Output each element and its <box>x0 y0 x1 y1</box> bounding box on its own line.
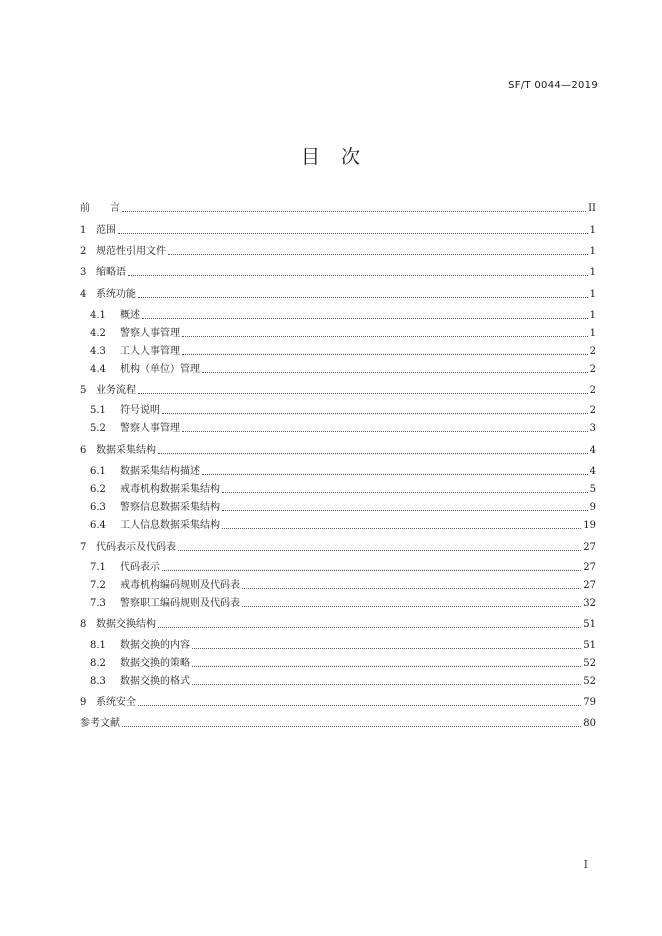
toc-entry-number: 4.2 <box>90 328 106 339</box>
toc-entry-title: 警察人事管理 <box>120 423 180 434</box>
toc-entry-number: 6.4 <box>90 520 106 531</box>
toc-entry-page: 1 <box>589 246 596 257</box>
toc-entry[interactable] <box>80 441 596 457</box>
toc-entry-page: 27 <box>583 580 596 591</box>
toc-entry-page: 3 <box>589 423 596 434</box>
toc-dot-leader <box>142 317 588 319</box>
toc-entry-page: 2 <box>589 385 596 396</box>
toc-entry-number: 8.3 <box>90 676 106 687</box>
toc-entry-title: 参考文献 <box>80 718 120 729</box>
toc-entry-title: 范围 <box>96 225 116 236</box>
toc-entry-number: 5.1 <box>90 405 106 416</box>
toc-entry-number: 7.1 <box>90 562 106 573</box>
toc-entry-number: 8.1 <box>90 640 106 651</box>
toc-dot-leader <box>182 335 588 337</box>
toc-entry[interactable] <box>80 263 596 279</box>
toc-entry-title: 数据采集结构 <box>96 445 156 456</box>
toc-entry-number: 5.2 <box>90 423 106 434</box>
toc-entry[interactable] <box>90 419 596 435</box>
toc-dot-leader <box>162 412 588 414</box>
toc-dot-leader <box>118 232 588 234</box>
toc-entry-page: 1 <box>589 267 596 278</box>
toc-entry[interactable] <box>80 615 596 631</box>
toc-entry[interactable] <box>80 381 596 397</box>
toc-dot-leader <box>128 274 588 276</box>
toc-entry-page: 52 <box>583 658 596 669</box>
toc-dot-leader <box>182 353 588 355</box>
toc-entry-title: 业务流程 <box>96 385 136 396</box>
toc-dot-leader <box>122 725 581 727</box>
toc-entry-title: 警察信息数据采集结构 <box>120 502 220 513</box>
toc-entry-title: 警察人事管理 <box>120 328 180 339</box>
toc-entry-number: 4.3 <box>90 346 106 357</box>
toc-entry-title: 工人信息数据采集结构 <box>120 520 220 531</box>
toc-entry-title: 规范性引用文件 <box>96 246 166 257</box>
toc-entry-number: 3 <box>80 267 87 278</box>
toc-dot-leader <box>138 296 588 298</box>
toc-entry-page: 79 <box>583 697 596 708</box>
toc-entry-page: 27 <box>583 542 596 553</box>
toc-entry-page: II <box>588 203 596 214</box>
toc-entry-page: 1 <box>589 289 596 300</box>
toc-entry[interactable] <box>90 360 596 376</box>
toc-entry[interactable] <box>90 576 596 592</box>
toc-entry-page: 9 <box>589 502 596 513</box>
toc-entry-page: 1 <box>589 225 596 236</box>
page-title: 目 次 <box>300 146 361 168</box>
toc-dot-leader <box>182 430 588 432</box>
toc-entry[interactable] <box>90 401 596 417</box>
toc-entry-number: 6.2 <box>90 484 106 495</box>
toc-dot-leader <box>242 605 581 607</box>
toc-entry[interactable] <box>90 498 596 514</box>
toc-entry[interactable] <box>90 558 596 574</box>
toc-entry[interactable] <box>90 594 596 610</box>
toc-entry-title: 数据交换的格式 <box>120 676 190 687</box>
toc-entry-title: 数据交换的内容 <box>120 640 190 651</box>
toc-entry-page: 1 <box>589 310 596 321</box>
toc-entry[interactable] <box>90 324 596 340</box>
toc-entry-page: 32 <box>583 598 596 609</box>
toc-dot-leader <box>222 491 588 493</box>
toc-entry-title: 数据交换结构 <box>96 619 156 630</box>
toc-entry-number: 7 <box>80 542 87 553</box>
toc-entry-page: 80 <box>583 718 596 729</box>
toc-entry-page: 51 <box>583 619 596 630</box>
toc-entry-page: 2 <box>589 405 596 416</box>
toc-entry-title: 戒毒机构数据采集结构 <box>120 484 220 495</box>
toc-entry-page: 4 <box>589 445 596 456</box>
toc-entry[interactable] <box>80 221 596 237</box>
toc-dot-leader <box>202 473 588 475</box>
toc-entry-number: 前 <box>80 203 90 214</box>
toc-entry-title: 工人人事管理 <box>120 346 180 357</box>
toc-entry-title: 代码表示及代码表 <box>96 542 176 553</box>
toc-dot-leader <box>162 569 581 571</box>
toc-entry-number: 4 <box>80 289 87 300</box>
toc-entry[interactable] <box>80 285 596 301</box>
toc-dot-leader <box>242 587 581 589</box>
toc-entry-page: 51 <box>583 640 596 651</box>
toc-entry-page: 4 <box>589 466 596 477</box>
toc-dot-leader <box>178 549 581 551</box>
toc-entry-number: 8.2 <box>90 658 106 669</box>
toc-entry-title: 数据采集结构描述 <box>120 466 200 477</box>
toc-entry-number: 8 <box>80 619 87 630</box>
document-code: SF/T 0044—2019 <box>508 80 598 91</box>
toc-dot-leader <box>158 452 588 454</box>
toc-entry-page: 5 <box>589 484 596 495</box>
toc-entry-page: 2 <box>589 346 596 357</box>
toc-entry-number: 6.3 <box>90 502 106 513</box>
toc-entry-title: 概述 <box>120 310 140 321</box>
toc-entry-page: 1 <box>589 328 596 339</box>
toc-entry[interactable] <box>90 654 596 670</box>
toc-entry[interactable] <box>90 306 596 322</box>
toc-entry[interactable] <box>90 480 596 496</box>
toc-entry-page: 52 <box>583 676 596 687</box>
toc-entry-number: 6 <box>80 445 87 456</box>
toc-entry-title: 数据交换的策略 <box>120 658 190 669</box>
toc-dot-leader <box>192 647 581 649</box>
toc-entry[interactable] <box>80 538 596 554</box>
toc-entry-number: 4.4 <box>90 364 106 375</box>
toc-entry-title: 系统功能 <box>96 289 136 300</box>
toc-entry-page: 27 <box>583 562 596 573</box>
toc-entry-title: 代码表示 <box>120 562 160 573</box>
toc-entry-title: 言 <box>110 203 120 214</box>
toc-entry-number: 1 <box>80 225 87 236</box>
toc-entry-title: 符号说明 <box>120 405 160 416</box>
toc-dot-leader <box>192 683 581 685</box>
toc-entry-title: 系统安全 <box>96 697 136 708</box>
toc-dot-leader <box>138 392 588 394</box>
toc-entry-number: 6.1 <box>90 466 106 477</box>
toc-dot-leader <box>192 665 581 667</box>
toc-entry-title: 警察职工编码规则及代码表 <box>120 598 240 609</box>
toc-dot-leader <box>168 253 588 255</box>
toc-entry[interactable] <box>90 342 596 358</box>
toc-entry-number: 2 <box>80 246 87 257</box>
toc-entry-title: 缩略语 <box>96 267 126 278</box>
toc-entry-title: 戒毒机构编码规则及代码表 <box>120 580 240 591</box>
toc-entry[interactable] <box>90 672 596 688</box>
toc-dot-leader <box>158 626 581 628</box>
toc-dot-leader <box>222 527 581 529</box>
toc-entry-number: 5 <box>80 385 87 396</box>
toc-dot-leader <box>222 509 588 511</box>
toc-entry[interactable] <box>90 636 596 652</box>
page-number: I <box>583 858 588 871</box>
toc-entry[interactable] <box>80 242 596 258</box>
toc-entry-page: 2 <box>589 364 596 375</box>
toc-entry[interactable] <box>80 693 596 709</box>
toc-entry[interactable] <box>90 516 596 532</box>
toc-entry[interactable] <box>80 714 596 730</box>
toc-entry[interactable] <box>90 462 596 478</box>
toc-entry-page: 19 <box>583 520 596 531</box>
toc-entry-title: 机构（单位）管理 <box>120 364 200 375</box>
toc-dot-leader <box>138 704 581 706</box>
toc-entry-number: 7.3 <box>90 598 106 609</box>
toc-entry-number: 7.2 <box>90 580 106 591</box>
toc-entry[interactable] <box>80 199 596 215</box>
toc-entry-number: 4.1 <box>90 310 106 321</box>
toc-dot-leader <box>122 210 586 212</box>
toc-entry-number: 9 <box>80 697 87 708</box>
toc-dot-leader <box>202 371 588 373</box>
